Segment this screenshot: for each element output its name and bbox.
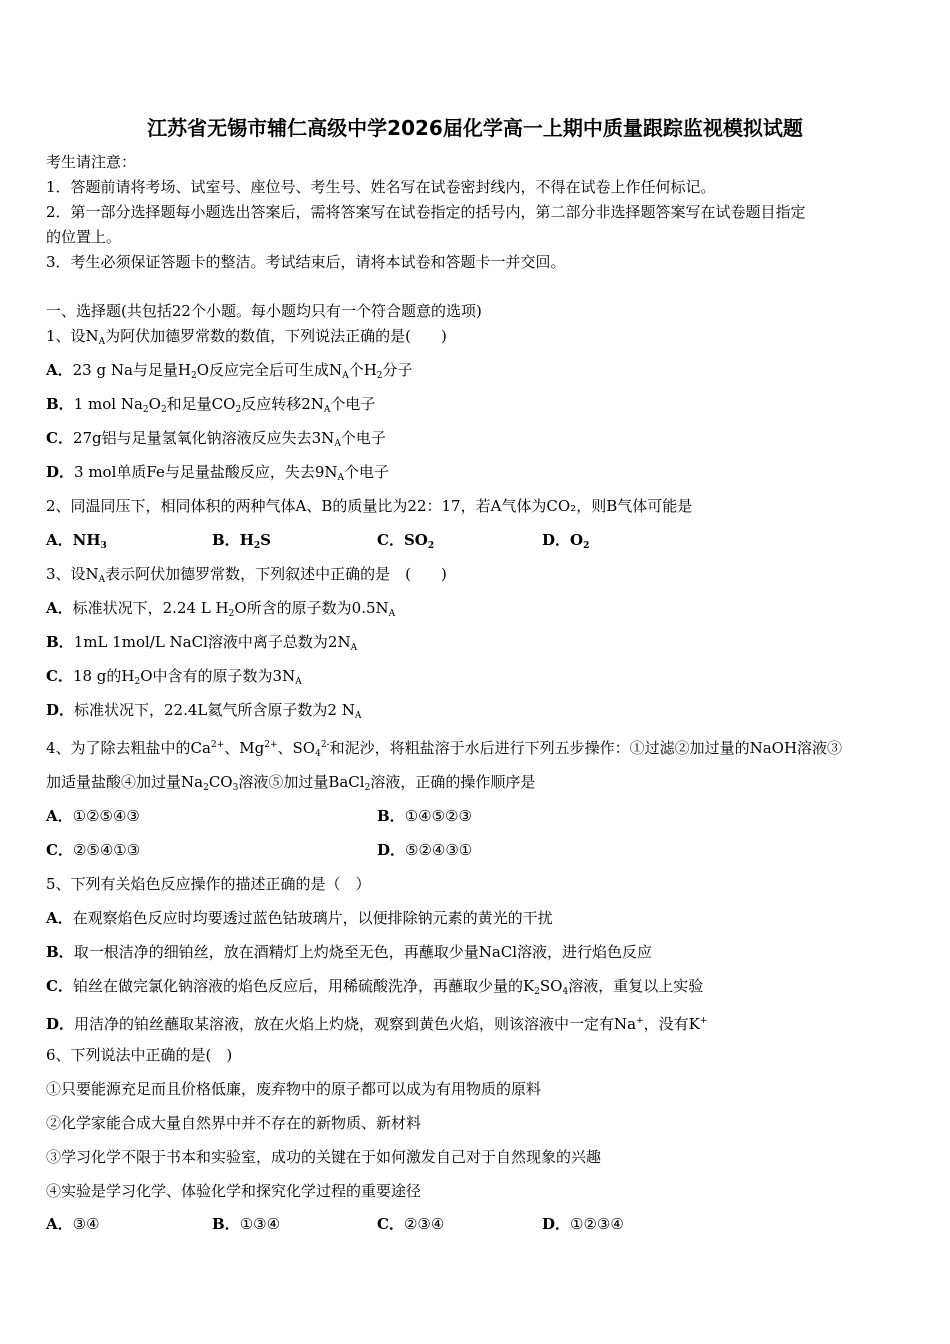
page-title: 江苏省无锡市辅仁高级中学2026届化学高一上期中质量跟踪监视模拟试题 (147, 116, 803, 140)
question-6-stem: 6、下列说法中正确的是( ) (46, 1046, 233, 1064)
notice-item-2-cont: 的位置上。 (46, 228, 122, 246)
notice-heading: 考生请注意： (46, 153, 137, 171)
question-1-option-d[interactable]: D．3 mol单质Fe与足量盐酸反应，失去$9N_A$个电子 (46, 463, 390, 483)
question-4-option-d[interactable]: D．⑤②④③① (377, 841, 473, 859)
question-6-option-c[interactable]: C．②③④ (377, 1215, 445, 1233)
question-1-option-a[interactable]: A．23 g Na与足量$H_2O$反应完全后可生成$N_A$个$H_2$分子 (46, 361, 413, 381)
question-1-stem: 1、设$N_A$为阿伏加德罗常数的数值，下列说法正确的是( ) (46, 327, 447, 347)
question-5-option-a[interactable]: A．在观察焰色反应时均要透过蓝色钴玻璃片，以便排除钠元素的黄光的干扰 (46, 909, 553, 927)
question-4-stem-cont: 加适量盐酸④加过量$Na_2CO_3$溶液⑤加过量BaCl$_2$溶液，正确的操作顺序是 (46, 773, 536, 793)
question-1-option-b[interactable]: B．1 mol $Na_2O_2$和足量$CO_2$反应转移$2N_A$个电子 (46, 395, 376, 415)
question-2-option-c[interactable]: C．$SO_2$ (377, 531, 435, 551)
question-6-statement-4: ④实验是学习化学、体验化学和探究化学过程的重要途径 (46, 1182, 422, 1200)
question-5-option-d[interactable]: D．用洁净的铂丝蘸取某溶液，放在火焰上灼烧，观察到黄色火焰，则该溶液中一定有Na+，没有K+ (46, 1015, 708, 1033)
question-6-option-a[interactable]: A．③④ (46, 1215, 100, 1233)
question-4-option-a[interactable]: A．①②⑤④③ (46, 807, 140, 825)
notice-item-2: 2．第一部分选择题每小题选出答案后，需将答案写在试卷指定的括号内，第二部分非选择题答案写在试卷题目指定 (46, 203, 806, 221)
notice-item-3: 3．考生必须保证答题卡的整洁。考试结束后，请将本试卷和答题卡一并交回。 (46, 253, 566, 271)
question-6-option-d[interactable]: D．①②③④ (542, 1215, 624, 1233)
question-1-option-c[interactable]: C．27g铝与足量氢氧化钠溶液反应失去$3N_A$个电子 (46, 429, 386, 449)
notice-item-1: 1．答题前请将考场、试室号、座位号、考生号、姓名写在试卷密封线内，不得在试卷上作任何标记。 (46, 178, 716, 196)
question-3-option-c[interactable]: C．18 g的$H_2O$中含有的原子数为$3N_A$ (46, 667, 302, 687)
question-6-statement-2: ②化学家能合成大量自然界中并不存在的新物质、新材料 (46, 1114, 422, 1132)
question-3-option-b[interactable]: B．1mL 1mol/L NaCl溶液中离子总数为$2N_A$ (46, 633, 358, 653)
question-4-option-b[interactable]: B．①④⑤②③ (377, 807, 472, 825)
question-2-stem: 2、同温同压下，相同体积的两种气体A、B的质量比为22：17，若A气体为CO₂，则B气体可能是 (46, 497, 693, 515)
question-4-option-c[interactable]: C．②⑤④①③ (46, 841, 141, 859)
question-5-stem: 5、下列有关焰色反应操作的描述正确的是（ ） (46, 875, 371, 893)
question-3-option-d[interactable]: D．标准状况下，22.4L氦气所含原子数为2 $N_A$ (46, 701, 362, 721)
question-6-statement-1: ①只要能源充足而且价格低廉，废弃物中的原子都可以成为有用物质的原料 (46, 1080, 542, 1098)
question-3-option-a[interactable]: A．标准状况下，2.24 L $H_2O$所含的原子数为$0.5N_A$ (46, 599, 396, 619)
question-6-statement-3: ③学习化学不限于书本和实验室，成功的关键在于如何激发自己对于自然现象的兴趣 (46, 1148, 602, 1166)
question-6-option-b[interactable]: B．①③④ (212, 1215, 281, 1233)
question-2-option-a[interactable]: A．$NH_3$ (46, 531, 107, 551)
question-4-stem: 4、为了除去粗盐中的$Ca^{2+}$、$Mg^{2+}$、$SO_4^{2-}$和泥沙，将粗盐溶于水后进行下列五步操作：①过滤②加过量的NaOH溶液③ (46, 739, 843, 759)
question-2-option-b[interactable]: B．$H_2S$ (212, 531, 271, 551)
question-3-stem: 3、设$N_A$表示阿伏加德罗常数，下列叙述中正确的是 ( ) (46, 565, 447, 585)
question-5-option-b[interactable]: B．取一根洁净的细铂丝，放在酒精灯上灼烧至无色，再蘸取少量NaCl溶液，进行焰色反应 (46, 943, 653, 961)
question-5-option-c[interactable]: C．铂丝在做完氯化钠溶液的焰色反应后，用稀硫酸洗净，再蘸取少量的$K_2SO_4$溶液，重复以上实验 (46, 977, 704, 997)
section-heading: 一、选择题(共包括22个小题。每小题均只有一个符合题意的选项) (46, 302, 482, 320)
question-2-option-d[interactable]: D．$O_2$ (542, 531, 590, 551)
